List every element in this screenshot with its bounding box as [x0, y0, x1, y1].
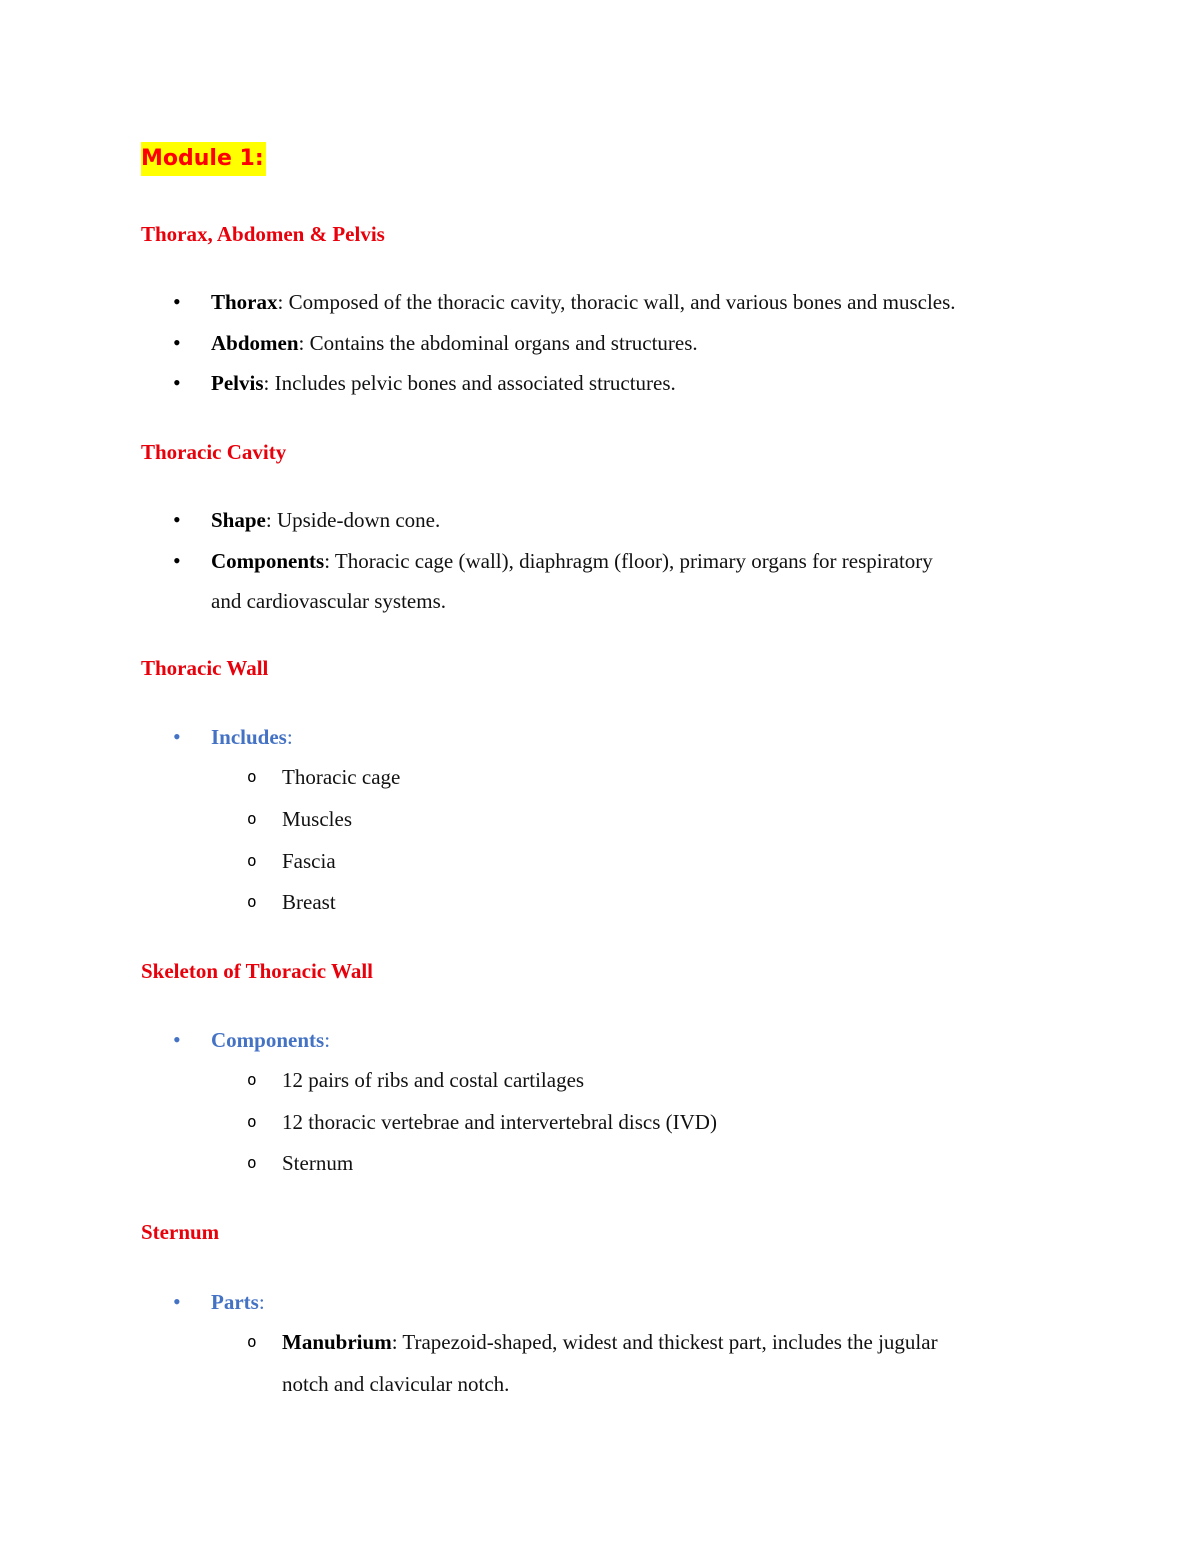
section-heading-overview: Thorax, Abdomen & Pelvis — [141, 222, 385, 246]
sub-list-item: Fascia — [282, 849, 336, 873]
sub-bullet-icon: o — [247, 1070, 257, 1089]
list-item: Pelvis: Includes pelvic bones and associated structures. — [211, 371, 676, 395]
sub-bullet-icon: o — [247, 809, 257, 828]
sub-bullet-icon: o — [247, 1112, 257, 1131]
sub-list-item: 12 pairs of ribs and costal cartilages — [282, 1068, 585, 1092]
sub-bullet-icon: o — [247, 1153, 257, 1172]
sub-list-item: Manubrium: Trapezoid-shaped, widest and thickest part, includes the jugular — [282, 1330, 938, 1354]
sub-list-item: Breast — [282, 890, 336, 914]
term: Manubrium — [282, 1330, 392, 1354]
bullet-icon: • — [173, 1289, 181, 1314]
sub-bullet-icon: o — [247, 892, 257, 911]
term: Abdomen — [211, 331, 299, 355]
sub-list-item: Muscles — [282, 807, 352, 831]
bullet-icon: • — [173, 289, 181, 314]
term: Thorax — [211, 290, 278, 314]
term: Pelvis — [211, 371, 264, 395]
sub-list-item: 12 thoracic vertebrae and intervertebral discs (IVD) — [282, 1110, 717, 1134]
bullet-icon: • — [173, 330, 181, 355]
sub-list-item: Sternum — [282, 1151, 354, 1175]
section-heading-skeleton: Skeleton of Thoracic Wall — [141, 959, 373, 983]
section-heading-thoracic-cavity: Thoracic Cavity — [141, 440, 287, 464]
list-item: Abdomen: Contains the abdominal organs and structures. — [211, 331, 698, 355]
sub-list-item: Thoracic cage — [282, 765, 401, 789]
bullet-icon: • — [173, 548, 181, 573]
section-heading-thoracic-wall: Thoracic Wall — [141, 656, 269, 680]
list-item: Thorax: Composed of the thoracic cavity, thoracic wall, and various bones and muscles. — [211, 290, 956, 314]
section-heading-sternum: Sternum — [141, 1220, 220, 1244]
module-title: Module 1: — [141, 142, 266, 176]
sub-bullet-icon: o — [247, 1332, 257, 1351]
term: Shape — [211, 508, 266, 532]
list-item: Components: Thoracic cage (wall), diaphragm (floor), primary organs for respiratory — [211, 549, 933, 573]
sub-list-item-continuation: notch and clavicular notch. — [282, 1372, 510, 1396]
term: Components — [211, 549, 325, 573]
bullet-icon: • — [173, 1027, 181, 1052]
bullet-icon: • — [173, 724, 181, 749]
sub-bullet-icon: o — [247, 767, 257, 786]
list-item-continuation: and cardiovascular systems. — [211, 589, 447, 613]
list-item: Shape: Upside-down cone. — [211, 508, 441, 532]
list-label: Parts: — [211, 1290, 265, 1314]
list-label: Components: — [211, 1028, 331, 1052]
sub-bullet-icon: o — [247, 851, 257, 870]
list-label: Includes: — [211, 725, 293, 749]
bullet-icon: • — [173, 370, 181, 395]
bullet-icon: • — [173, 507, 181, 532]
